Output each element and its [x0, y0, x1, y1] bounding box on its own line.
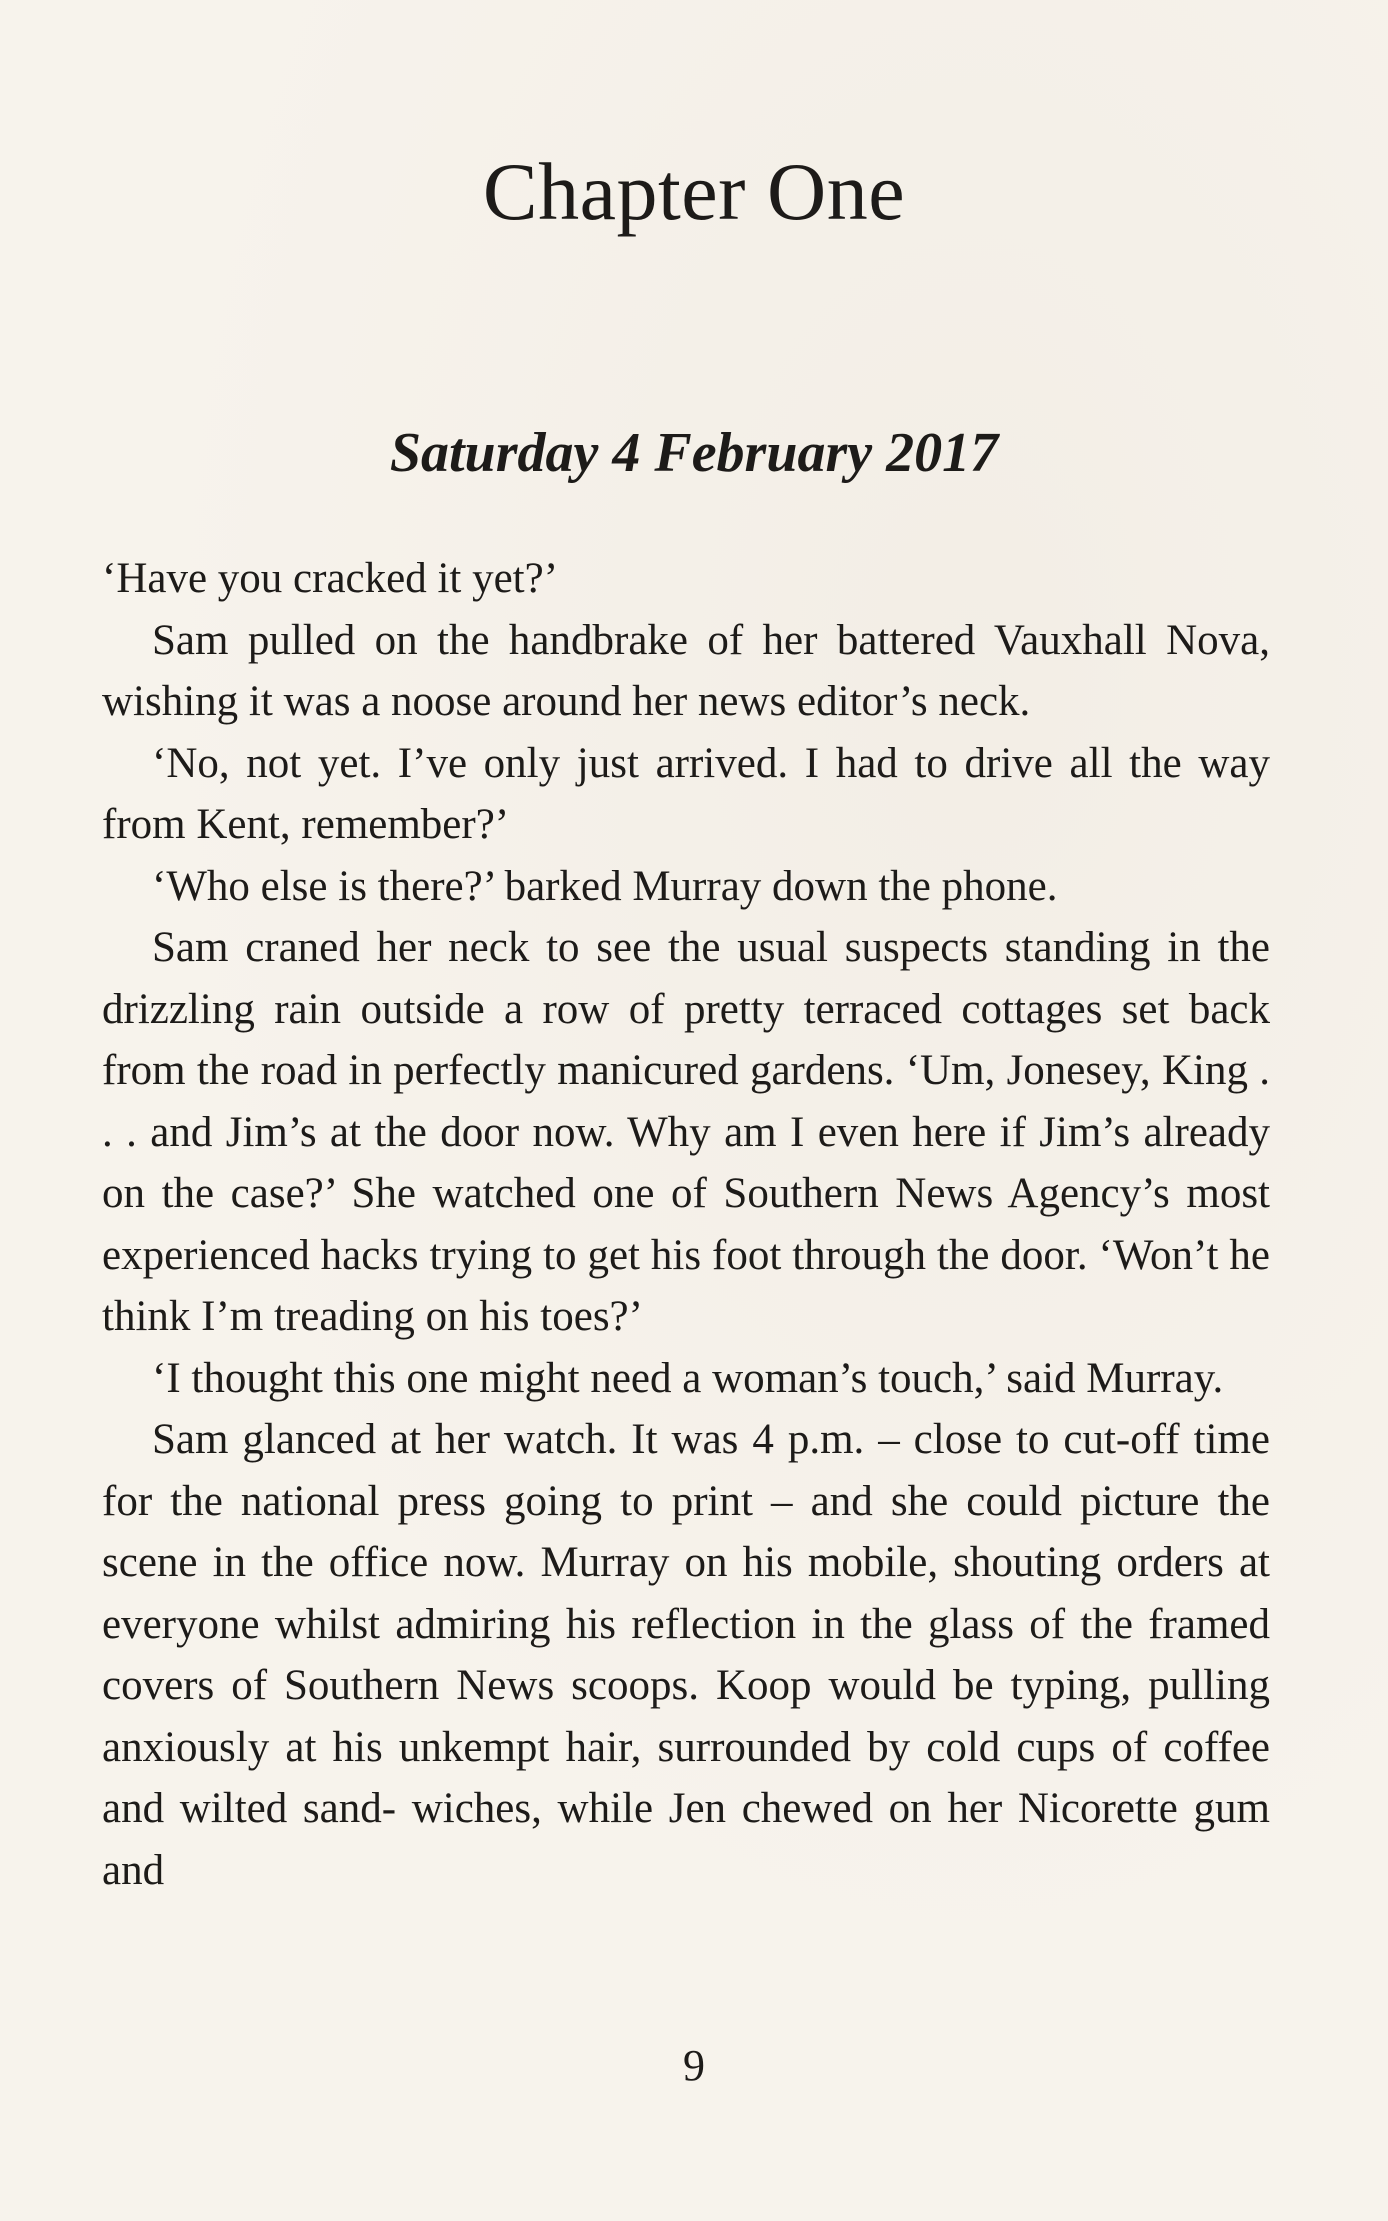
paragraph: ‘I thought this one might need a woman’s touch,’ said Murray. [152, 1354, 1224, 1402]
body-text [102, 548, 1270, 1901]
page-number: 9 [683, 2041, 705, 2090]
paragraph: ‘Have you cracked it yet?’ [102, 555, 559, 602]
paragraph: ‘No, not yet. I’ve only just arrived. I had to drive all the way from Kent, remember?’ [102, 739, 1270, 848]
paragraph: Sam craned her neck to see the usual suspects standing in the drizzling rain outside a row of pretty terraced cottages set back from the road in perfectly manicured gardens. ‘Um, Jonesey, King . . . and Jim’s at the door now. Why am I even here if Jim’s already on the case?’ She watched one of Southern News Agency’s most experienced hacks trying to get his foot through the door. ‘Won’t he think I’m treading on his toes?’ [102, 924, 1270, 1340]
chapter-date: Saturday 4 February 2017 [389, 422, 999, 484]
paragraph: ‘Who else is there?’ barked Murray down the phone. [152, 862, 1058, 910]
paragraph: Sam glanced at her watch. It was 4 p.m. – close to cut-off time for the national press going to print – and she could picture the scene in the office now. Murray on his mobile, shouting orders at everyone whilst admiring his reflection in the glass of the framed covers of Southern News scoops. Koop would be typing, pulling anxiously at his unkempt hair, surrounded by cold cups of coffee and wilted sand- wiches, while Jen chewed on her Nicorette gum and [102, 1416, 1270, 1894]
chapter-title: Chapter One [482, 146, 906, 237]
paragraph: Sam pulled on the handbrake of her battered Vauxhall Nova, wishing it was a noose around her news editor’s neck. [102, 616, 1270, 725]
